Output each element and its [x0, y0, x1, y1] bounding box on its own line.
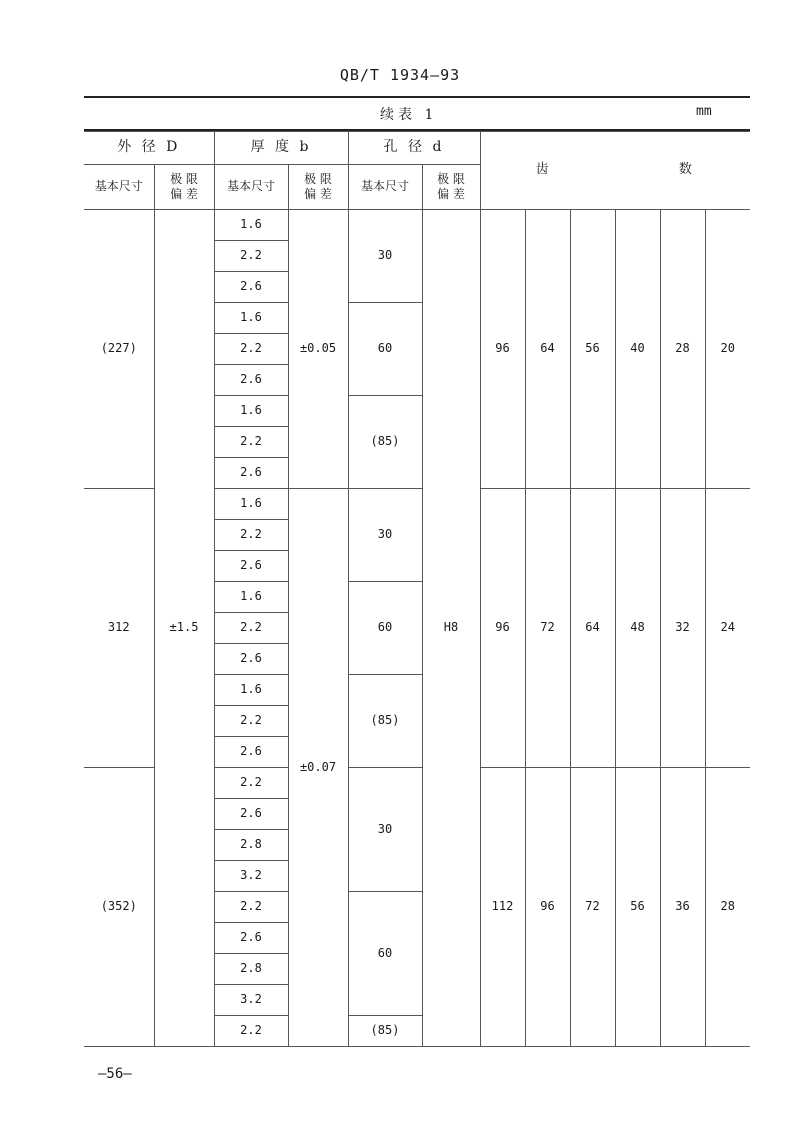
- table-row: [84, 210, 750, 241]
- thickness-cell: 2.8: [214, 954, 288, 985]
- outer-limit-header: [154, 165, 214, 210]
- bore-size-cell: 30: [348, 210, 422, 303]
- teeth-count-cell: 96: [480, 210, 525, 489]
- thickness-tolerance-cell: ±0.07: [288, 489, 348, 1047]
- teeth-count-cell: 72: [570, 768, 615, 1047]
- thickness-cell: 2.2: [214, 334, 288, 365]
- teeth-header-part-b: 数: [678, 162, 695, 178]
- thickness-cell: 2.2: [214, 768, 288, 799]
- thickness-cell: 1.6: [214, 396, 288, 427]
- standard-number: QB/T 1934—93: [339, 66, 461, 84]
- thickness-cell: 2.6: [214, 458, 288, 489]
- teeth-count-cell: 64: [525, 210, 570, 489]
- thickness-cell: 1.6: [214, 675, 288, 706]
- bore-size-cell: 60: [348, 892, 422, 1016]
- outer-tolerance-cell: ±1.5: [154, 210, 214, 1047]
- teeth-count-cell: 64: [570, 489, 615, 768]
- thickness-cell: 2.8: [214, 830, 288, 861]
- thickness-cell: 2.2: [214, 706, 288, 737]
- outer-diameter-cell: (227): [84, 210, 154, 489]
- page-number: —56—: [98, 1066, 132, 1082]
- teeth-count-cell: 72: [525, 489, 570, 768]
- bore-size-cell: 30: [348, 768, 422, 892]
- limit-line-a: 极 限: [437, 172, 465, 186]
- unit-label: mm: [696, 104, 712, 119]
- teeth-count-cell: 36: [660, 768, 705, 1047]
- thickness-tolerance-cell: ±0.05: [288, 210, 348, 489]
- thickness-cell: 2.6: [214, 923, 288, 954]
- limit-line-b: 偏 差: [304, 187, 332, 201]
- bore-size-cell: 30: [348, 489, 422, 582]
- thickness-cell: 2.2: [214, 613, 288, 644]
- bore-size-cell: 60: [348, 303, 422, 396]
- limit-line-a: 极 限: [170, 172, 198, 186]
- outer-diameter-cell: 312: [84, 489, 154, 768]
- thickness-cell: 2.2: [214, 427, 288, 458]
- thickness-cell: 2.6: [214, 365, 288, 396]
- thickness-basic-header: 基本尺寸: [214, 165, 288, 210]
- teeth-count-cell: 24: [705, 489, 750, 768]
- thickness-cell: 1.6: [214, 303, 288, 334]
- thickness-cell: 1.6: [214, 489, 288, 520]
- outer-diameter-cell: (352): [84, 768, 154, 1047]
- bore-size-cell: 60: [348, 582, 422, 675]
- teeth-count-cell: 28: [705, 768, 750, 1047]
- teeth-count-cell: 96: [525, 768, 570, 1047]
- top-rule: [84, 96, 750, 98]
- thickness-cell: 3.2: [214, 861, 288, 892]
- bore-tolerance-cell: H8: [422, 210, 480, 1047]
- teeth-count-header: [480, 132, 750, 210]
- teeth-count-cell: 32: [660, 489, 705, 768]
- thickness-cell: 2.2: [214, 241, 288, 272]
- teeth-count-cell: 40: [615, 210, 660, 489]
- teeth-count-cell: 20: [705, 210, 750, 489]
- thickness-cell: 1.6: [214, 582, 288, 613]
- limit-line-b: 偏 差: [437, 187, 465, 201]
- thickness-limit-header: [288, 165, 348, 210]
- outer-diameter-header: 外 径 D: [84, 132, 214, 165]
- teeth-count-cell: 96: [480, 489, 525, 768]
- outer-basic-header: 基本尺寸: [84, 165, 154, 210]
- limit-line-a: 极 限: [304, 172, 332, 186]
- bore-size-cell: (85): [348, 1016, 422, 1047]
- limit-line-b: 偏 差: [170, 187, 198, 201]
- dimension-table: [84, 131, 750, 1047]
- thickness-cell: 2.6: [214, 799, 288, 830]
- thickness-header: 厚 度 b: [214, 132, 348, 165]
- thickness-cell: 1.6: [214, 210, 288, 241]
- teeth-count-cell: 48: [615, 489, 660, 768]
- teeth-count-cell: 56: [570, 210, 615, 489]
- bore-basic-header: 基本尺寸: [348, 165, 422, 210]
- teeth-count-cell: 56: [615, 768, 660, 1047]
- thickness-cell: 2.2: [214, 1016, 288, 1047]
- thickness-cell: 3.2: [214, 985, 288, 1016]
- teeth-header-part-a: 齿: [535, 162, 552, 178]
- bore-header: 孔 径 d: [348, 132, 480, 165]
- thickness-cell: 2.6: [214, 272, 288, 303]
- thickness-cell: 2.6: [214, 551, 288, 582]
- table-caption: 续表 1: [380, 107, 438, 123]
- thickness-cell: 2.2: [214, 892, 288, 923]
- bore-size-cell: (85): [348, 675, 422, 768]
- thickness-cell: 2.2: [214, 520, 288, 551]
- bore-size-cell: (85): [348, 396, 422, 489]
- bore-limit-header: [422, 165, 480, 210]
- thickness-cell: 2.6: [214, 737, 288, 768]
- teeth-count-cell: 112: [480, 768, 525, 1047]
- teeth-count-cell: 28: [660, 210, 705, 489]
- thickness-cell: 2.6: [214, 644, 288, 675]
